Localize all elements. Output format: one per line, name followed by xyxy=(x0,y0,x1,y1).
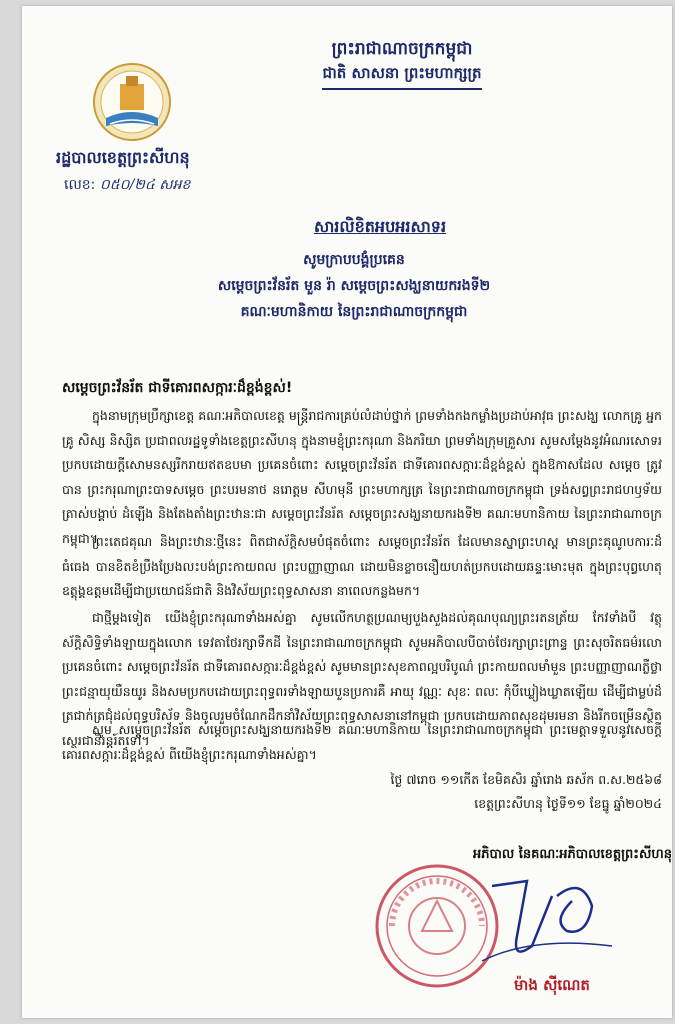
addressee-line-2: សម្តេចព្រះវ័នរ័ត មួន រ៉ា សម្តេចព្រះសង្ឃនាយករងទី២ xyxy=(217,278,491,294)
national-motto: ជាតិ សាសនា ព្រះមហាក្សត្រ xyxy=(322,64,482,82)
paragraph-4: សូម សម្តេចព្រះវ័នរ័ត សម្តេចព្រះសង្ឃនាយករងទី២ គណៈមហានិកាយ នៃព្រះរាជាណាចក្រកម្ពុជា ព្រះមេត្តាទទួលនូវសេចក្តីគោរពសក្ការៈដ៏ខ្ពង់ខ្ពស់ ពីយើងខ្ញុំព្រះករុណាទាំងអស់គ្នា។ xyxy=(62,722,662,762)
addressee-line-3: គណៈមហានិកាយ នៃព្រះរាជាណាចក្រកម្ពុជា xyxy=(240,304,468,320)
addressee-line-1: សូមក្រាបបង្គំប្រគេន xyxy=(303,252,405,268)
document-title: សារលិខិតអបអរសាទរ xyxy=(313,217,447,236)
reference-label: លេខ: xyxy=(64,177,96,193)
motto-divider xyxy=(322,88,482,90)
salutation: សម្តេចព្រះវ័នរ័ត ជាទីគោរពសក្ការៈដ៏ខ្ពង់ខ្ពស់! xyxy=(62,380,293,396)
kingdom-heading: ព្រះរាជាណាចក្រកម្ពុជា xyxy=(331,39,473,59)
reference-value: ០៥០/២៤ សអខ xyxy=(99,177,191,193)
document-page xyxy=(22,6,672,1018)
paragraph-2: ព្រះតេជគុណ និងព្រះឋានៈថ្មីនេះ ពិតជាស័ក្តិសមបំផុតចំពោះ សម្តេចព្រះវ័នរ័ត ដែលមានស្នាព្រះហស្ត មានព្រះគុណូបការៈដ៏ធំធេង បានខិតខំប្រឹងប្រែងលះបង់ព្រះកាយពល ព្រះបញ្ញាញាណ ដោយមិនខ្លាចនឿយហត់ប្រកបដោយឆន្ទៈមោះមុត ក្នុងព្រះបុព្វហេតុឧត្តុង្គឧត្តមដើម្បីជាប្រយោជន៍ជាតិ និងវិស័យព្រះពុទ្ធសាសនា នាពេលកន្លងមក។ xyxy=(62,534,662,598)
solar-date: ខេត្តព្រះសីហនុ ថ្ងៃទី១១ ខែធ្នូ ឆ្នាំ២០២៤ xyxy=(474,796,662,811)
lunar-date: ថ្ងៃ ៧រោច ១១កើត ខែមិគសិរ ឆ្នាំរោង ឆស័ក ព.ស.២៥៦៨ xyxy=(390,772,662,787)
provincial-emblem xyxy=(92,62,172,142)
paragraph-3: ជាថ្មីម្តងទៀត យើងខ្ញុំព្រះករុណាទាំងអស់គ្នា សូមលើកហត្ថប្រណម្យបួងសួងដល់គុណបុណ្យព្រះរតនត្រ័យ កែវទាំងបី វត្ថុស័ក្តិសិទ្ធិទាំងឡាយក្នុងលោក ទេវតាថែរក្សាទឹកដី នៃព្រះរាជាណាចក្រកម្ពុជា សូមអភិបាលបីបាច់ថែរក្សាព្រះព្រាន្ទ ព្រះសុចរិតធម៌រលោ ប្រគេនចំពោះ សម្តេចព្រះវ័នរ័ត ជាទីគោរពសក្ការៈដ៏ខ្ពង់ខ្ពស់ សូមមានព្រះសុខភាពល្អបរិបូណ៌ ព្រះកាយពលមាំមួន ព្រះបញ្ញាញាណភ្លឺថ្លា ព្រះជន្មាយុយឺនយូរ និងសមប្រកបដោយព្រះពុទ្ធពរទាំងឡាយបួនប្រការគឺ អាយុ វណ្ណៈ សុខៈ ពលៈ កុំបីឃ្លៀងឃ្លាតឡើយ ដើម្បីជាម្លប់ដ៏ត្រជាក់ត្រជុំដល់ពុទ្ធបរិស័ទ និងចូលរួមចំណែកដឹកនាំវិស័យព្រះពុទ្ធសាសនានៅកម្ពុជា ប្រកបដោយភាពសុខដុមរមនា និងរីកចម្រើនស្ថិតស្ថេរជានិរន្តរ៍តទៅ។ xyxy=(62,610,662,748)
handwritten-signature xyxy=(472,866,622,976)
administration-name: រដ្ឋបាលខេត្តព្រះសីហនុ xyxy=(56,148,190,167)
reference-number xyxy=(64,175,190,196)
signatory-title: អភិបាល នៃគណៈអភិបាលខេត្តព្រះសីហនុ xyxy=(473,847,672,862)
paragraph-1: ក្នុងនាមក្រុមប្រឹក្សាខេត្ត គណៈអភិបាលខេត្ត មន្ត្រីរាជការគ្រប់លំដាប់ថ្នាក់ ព្រមទាំងកងកម្លាំងប្រដាប់អាវុធ ព្រះសង្ឃ លោកគ្រូ អ្នកគ្រូ សិស្ស និស្សិត ប្រជាពលរដ្ឋទូទាំងខេត្តព្រះសីហនុ ក្នុងនាមខ្ញុំព្រះករុណា និងភរិយា ព្រមទាំងក្រុមគ្រួសារ សូមសម្តែងនូវអំណរសោទរប្រកបដោយក្តីសោមនស្សរីករាយឥតឧបមា ប្រគេនចំពោះ សម្តេចព្រះវ័នរ័ត ជាទីគោរពសក្ការៈដ៏ខ្ពង់ខ្ពស់ ក្នុងឱកាសដែល សម្តេច ត្រូវបាន ព្រះករុណាព្រះបាទសម្តេច ព្រះបរមនាថ នរោត្តម សីហមុនី ព្រះមហាក្សត្រ នៃព្រះរាជាណាចក្រកម្ពុជា ទ្រង់សព្វព្រះរាជហឫទ័យត្រាស់បង្គាប់ ដំឡើង និងតែងតាំងព្រះឋានៈជា សម្តេចព្រះវ័នរ័ត សម្តេចព្រះសង្ឃនាយករងទី២ គណៈមហានិកាយ នៃព្រះរាជាណាចក្រកម្ពុជា។ xyxy=(62,408,662,546)
signatory-name: ម៉ាង ស៊ីណេត xyxy=(514,976,590,994)
